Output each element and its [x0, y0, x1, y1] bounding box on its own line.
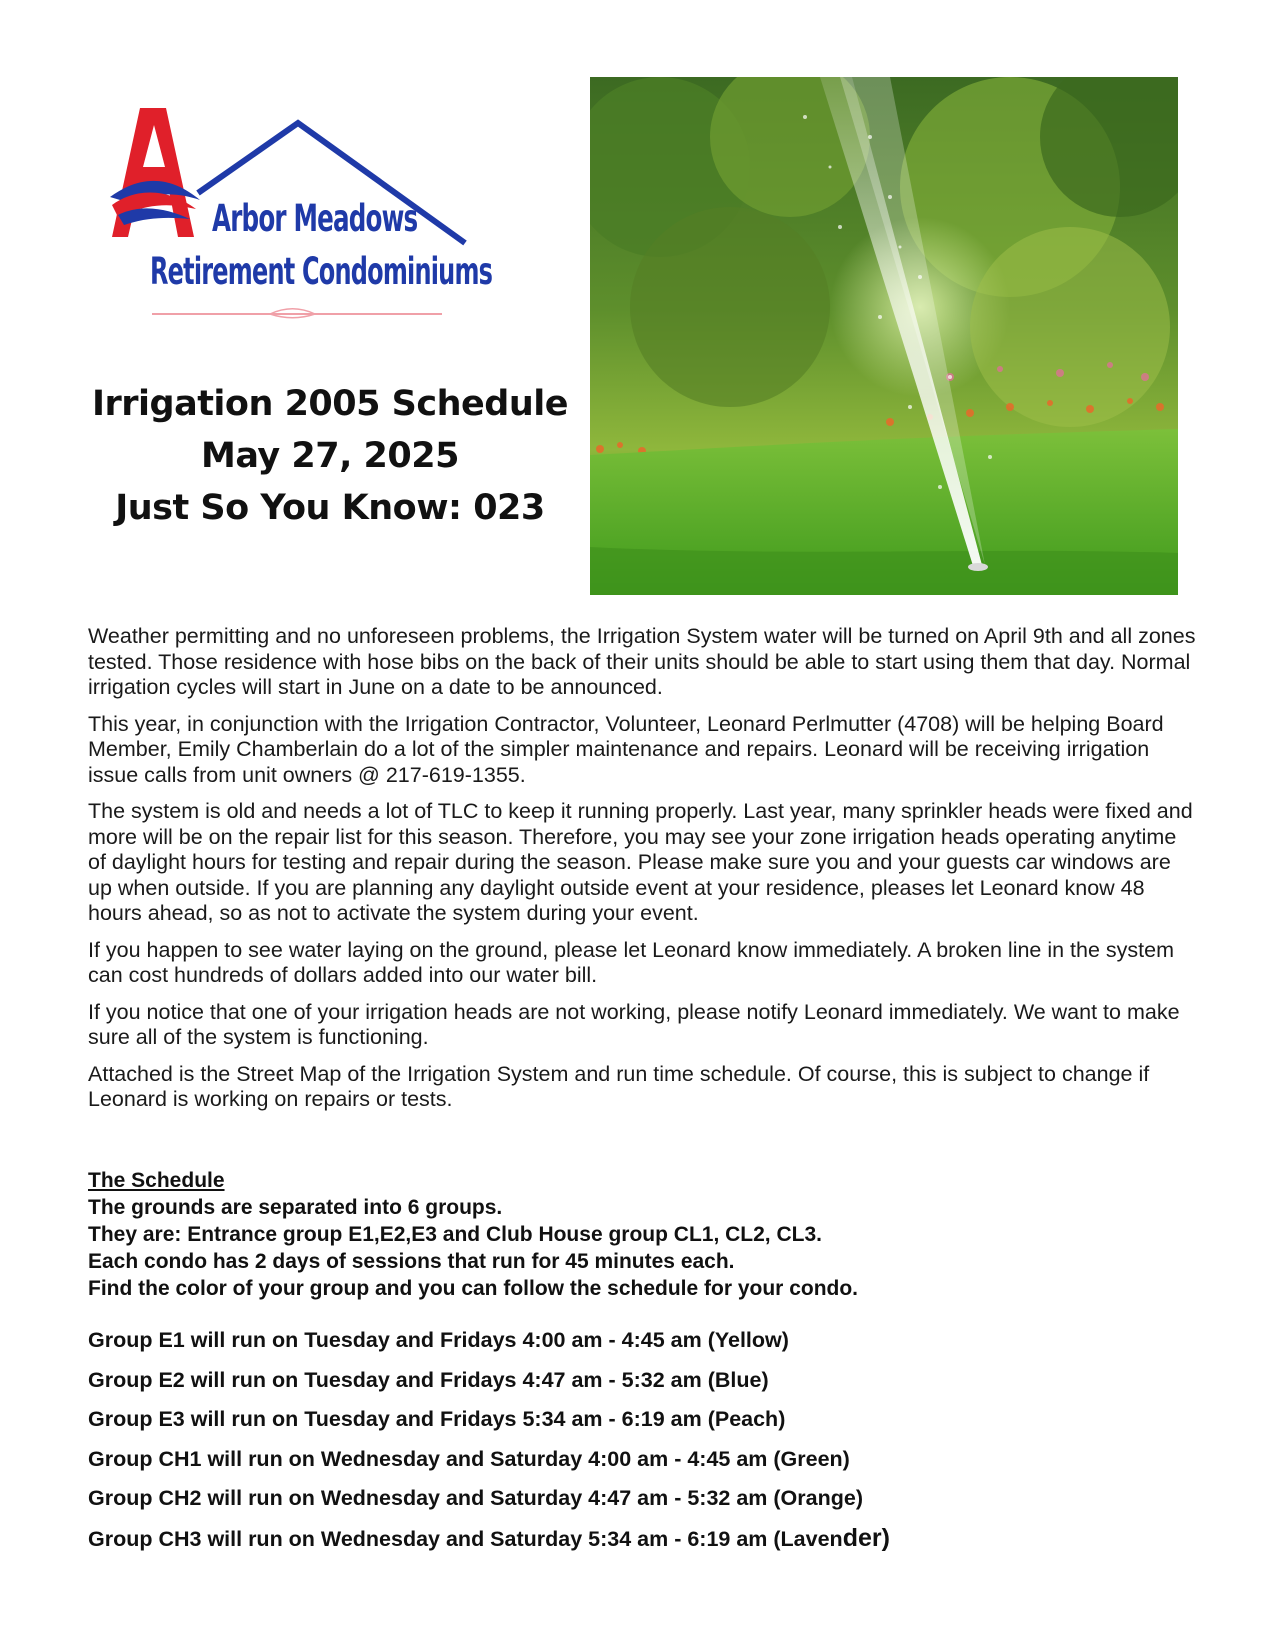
group-ch3-tail: der): [842, 1523, 890, 1552]
paragraph-volunteer: This year, in conjunction with the Irrigation Contractor, Volunteer, Leonard Perlmutter (4708) will be helping Board Member, Emily Chamberlain do a lot of the simpler maintenance and repairs. Leonard will be receiving irrigation issue calls from unit owners @ 217-619-1355.: [88, 711, 1164, 787]
paragraph-attached-map: Attached is the Street Map of the Irrigation System and run time schedule. Of course, this is subject to change if Leonard is working on repairs or tests.: [88, 1061, 1150, 1111]
group-e3: Group E3 will run on Tuesday and Fridays 5:34 am - 6:19 am (Peach): [88, 1407, 786, 1431]
group-schedule-list: [88, 1325, 1200, 1562]
group-ch3: [88, 1523, 1200, 1563]
heading-date: May 27, 2025: [201, 436, 459, 476]
paragraph-heads-not-working: If you notice that one of your irrigation heads are not working, please notify Leonard immediately. We want to make sure all of the system is functioning.: [88, 999, 1180, 1049]
paragraph-system-old: The system is old and needs a lot of TLC to keep it running properly. Last year, many sprinkler heads were fixed and more will be on the repair list for this season. Therefore, you may see your zone irrigation heads operating anytime of daylight hours for testing and repair during the season. Please make sure you and your guests car windows are up when outside. If you are planning any daylight outside event at your residence, pleases let Leonard know 48 hours ahead, so as not to activate the system during your event.: [88, 799, 1193, 925]
schedule-line: They are: Entrance group E1,E2,E3 and Club House group CL1, CL2, CL3.: [88, 1223, 822, 1246]
group-e1: Group E1 will run on Tuesday and Fridays 4:00 am - 4:45 am (Yellow): [88, 1328, 789, 1352]
group-ch2: Group CH2 will run on Wednesday and Saturday 4:47 am - 5:32 am (Orange): [88, 1486, 863, 1510]
schedule-title: The Schedule: [88, 1169, 225, 1192]
body-text: [88, 624, 1200, 1124]
sprinkler-photo: [590, 77, 1178, 595]
group-e2: Group E2 will run on Tuesday and Fridays 4:47 am - 5:32 am (Blue): [88, 1367, 769, 1392]
schedule-section: [88, 1167, 1200, 1302]
heading-title: Irrigation 2005 Schedule: [91, 384, 568, 424]
logo-name-line2: Retirement Condominiums: [150, 250, 493, 294]
heading-issue: Just So You Know: 023: [115, 488, 545, 528]
logo: [110, 105, 493, 335]
schedule-line: Find the color of your group and you can follow the schedule for your condo.: [88, 1277, 859, 1300]
schedule-line: Each condo has 2 days of sessions that run for 45 minutes each.: [88, 1250, 735, 1273]
schedule-line: The grounds are separated into 6 groups.: [88, 1196, 503, 1219]
group-ch3-text: Group CH3 will run on Wednesday and Saturday 5:34 am - 6:19 am (Laven: [88, 1526, 843, 1551]
paragraph-water-on: Weather permitting and no unforeseen problems, the Irrigation System water will be turned on April 9th and all zones tested. Those residence with hose bibs on the back of their units should be able to start using them that day. Normal irrigation cycles will start in June on a date to be announced.: [88, 624, 1196, 699]
logo-name-line1: Arbor Meadows: [212, 197, 418, 241]
group-ch1: Group CH1 will run on Wednesday and Saturday 4:00 am - 4:45 am (Green): [88, 1446, 850, 1471]
paragraph-water-ground: If you happen to see water laying on the ground, please let Leonard know immediately. A broken line in the system can cost hundreds of dollars added into our water bill.: [88, 937, 1175, 987]
sprinkler-image: [590, 77, 1178, 595]
page-heading: [70, 378, 590, 534]
